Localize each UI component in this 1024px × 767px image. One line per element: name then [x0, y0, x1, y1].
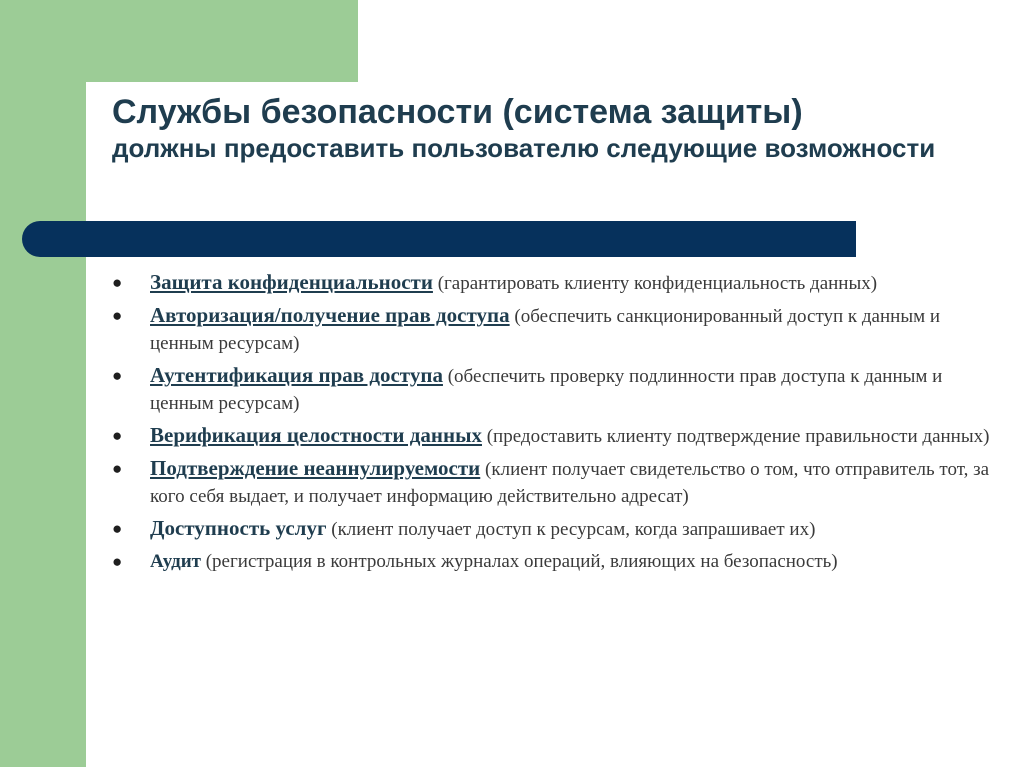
bullet-term: Доступность услуг — [150, 516, 327, 540]
bullet-term: Аутентификация прав доступа — [150, 363, 443, 387]
bullet-term: Авторизация/получение прав доступа — [150, 303, 510, 327]
bullet-dot-icon: ● — [112, 459, 123, 478]
bullet-description: (клиент получает доступ к ресурсам, когда запрашивает их) — [326, 519, 816, 540]
bullet-description: (клиент получает свидетельство о том, что отправитель тот, за кого себя выдает, и получает информацию действительно адресат) — [150, 459, 990, 507]
bullet-item — [108, 515, 1008, 543]
bullet-term: Защита конфиденциальности — [150, 270, 433, 294]
bullet-term: Верификация целостности данных — [150, 423, 482, 447]
bullet-item — [108, 422, 1008, 450]
slide-title — [112, 92, 992, 165]
bullet-dot-icon: ● — [112, 273, 123, 292]
bullet-description: (обеспечить санкционированный доступ к данным и ценным ресурсам) — [150, 306, 941, 354]
bullet-term: Аудит — [150, 551, 201, 572]
green-side-decoration — [0, 0, 86, 767]
bullet-item — [108, 302, 1008, 357]
green-top-decoration — [0, 0, 358, 82]
bullet-item — [108, 548, 1008, 575]
bullet-description: (предоставить клиенту подтверждение правильности данных) — [481, 426, 990, 447]
bullet-term: Подтверждение неаннулируемости — [150, 456, 481, 480]
bullet-description: (регистрация в контрольных журналах операций, влияющих на безопасность) — [200, 551, 838, 572]
bullet-dot-icon: ● — [112, 426, 123, 445]
title-line-2: должны предоставить пользователю следующие возможности — [112, 133, 936, 163]
bullet-list — [108, 269, 1008, 580]
bullet-dot-icon: ● — [112, 306, 123, 325]
title-underline-bar — [22, 221, 856, 257]
bullet-dot-icon: ● — [112, 366, 123, 385]
bullet-item — [108, 362, 1008, 417]
title-line-1: Службы безопасности (система защиты) — [112, 93, 803, 131]
bullet-dot-icon: ● — [112, 552, 123, 571]
bullet-description: (гарантировать клиенту конфиденциальность данных) — [432, 273, 878, 294]
bullet-item — [108, 269, 1008, 297]
bullet-description: (обеспечить проверку подлинности прав доступа к данным и ценным ресурсам) — [150, 366, 943, 414]
bullet-item — [108, 455, 1008, 510]
bullet-dot-icon: ● — [112, 519, 123, 538]
